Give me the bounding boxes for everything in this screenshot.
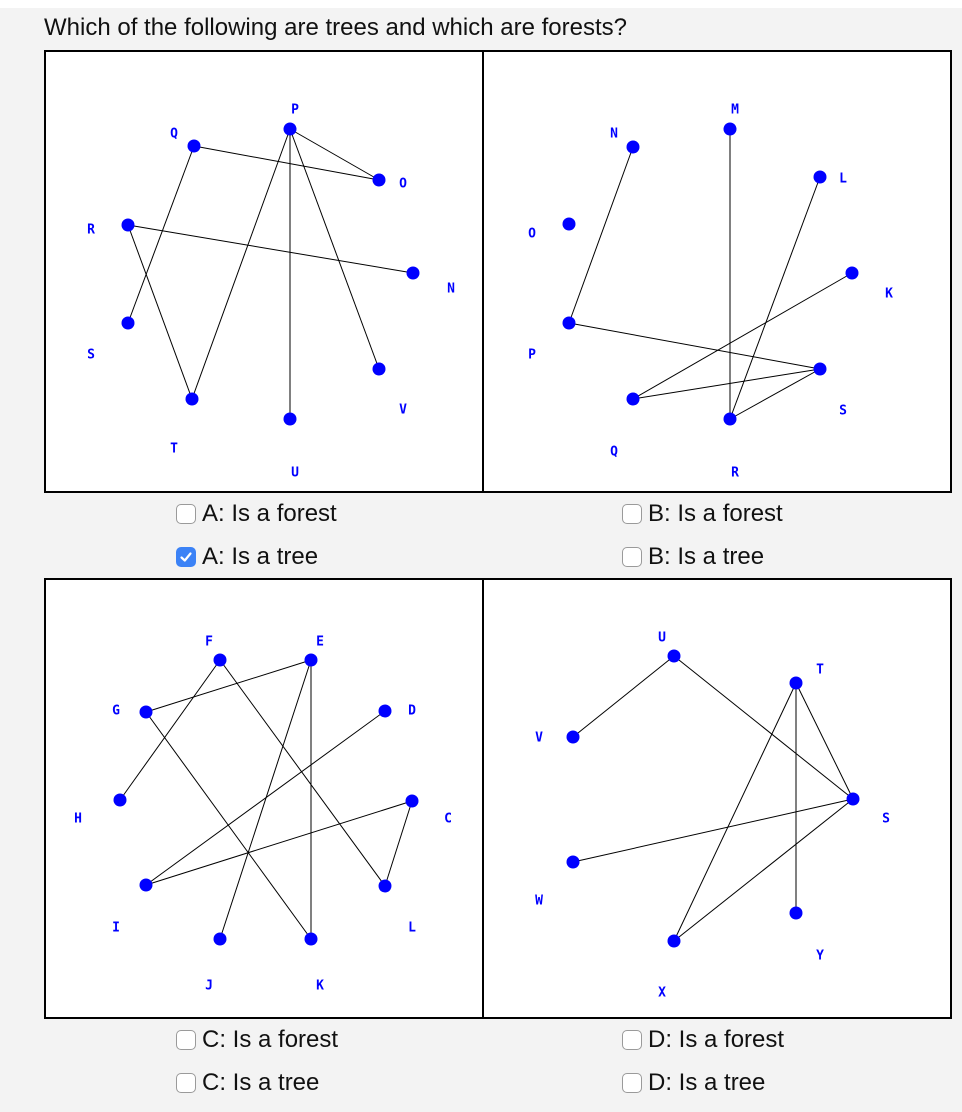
graph-b-node-k (846, 267, 859, 280)
graph-d-node-label-w: W (535, 893, 543, 909)
graph-d-node-label-t: T (816, 662, 824, 678)
graph-b-node-s (814, 363, 827, 376)
graph-b-node-label-r: R (731, 465, 739, 481)
graph-b (482, 50, 952, 493)
graph-d-edge-t-s (796, 683, 853, 799)
graph-b-edge-l-r (730, 177, 820, 419)
graph-b-node-label-q: Q (610, 444, 618, 460)
graph-b-node-r (724, 413, 737, 426)
graph-a-node-p (284, 123, 297, 136)
graph-a-node-label-r: R (87, 222, 95, 238)
graph-c-edge-i-c (146, 801, 412, 885)
option-d-forest-label: D: Is a forest (648, 1026, 785, 1053)
graph-c-node-h (114, 794, 127, 807)
graph-b-edge-k-q (633, 273, 852, 399)
graph-a-node-r (122, 219, 135, 232)
graph-b-edge-n-p (569, 147, 633, 323)
option-b-tree-label: B: Is a tree (648, 543, 765, 570)
graph-b-node-label-s: S (839, 403, 847, 419)
graph-c-edge-f-h (120, 660, 220, 800)
graph-b-node-label-l: L (839, 171, 847, 187)
option-c-forest[interactable] (176, 1026, 338, 1054)
graph-c-node-j (214, 933, 227, 946)
graph-c-node-label-e: E (316, 634, 324, 650)
graph-c-node-label-j: J (205, 978, 213, 994)
graph-c-node-c (406, 795, 419, 808)
graph-d-node-label-y: Y (816, 948, 824, 964)
graph-b-node-m (724, 123, 737, 136)
graph-a-node-label-s: S (87, 347, 95, 363)
graph-c-node-g (140, 706, 153, 719)
graph-a-edge-p-t (192, 129, 290, 399)
graph-c-edge-f-l (220, 660, 385, 886)
checkbox-d-tree[interactable] (622, 1073, 642, 1093)
graph-d-node-label-x: X (658, 985, 666, 1001)
graph-a-node-o (373, 174, 386, 187)
graph-c-node-k (305, 933, 318, 946)
graph-a-node-label-n: N (447, 281, 455, 297)
graph-b-edge-p-s (569, 323, 820, 369)
graph-a-node-label-u: U (291, 465, 299, 481)
graph-d-edge-t-x (674, 683, 796, 941)
graph-a-node-label-o: O (399, 176, 407, 192)
graph-c-edge-g-e (146, 660, 311, 712)
graph-c-node-l (379, 880, 392, 893)
graph-a-node-v (373, 363, 386, 376)
checkbox-a-forest[interactable] (176, 504, 196, 524)
graph-a-node-label-v: V (399, 402, 407, 418)
option-b-forest-label: B: Is a forest (648, 500, 783, 527)
graph-b-node-l (814, 171, 827, 184)
graph-a-edge-p-v (290, 129, 379, 369)
graph-a-node-q (188, 140, 201, 153)
graph-d-node-u (668, 650, 681, 663)
option-b-forest[interactable] (622, 500, 783, 528)
checkmark-icon (179, 550, 193, 564)
checkbox-b-forest[interactable] (622, 504, 642, 524)
graph-a-edge-q-o (194, 146, 379, 180)
checkbox-b-tree[interactable] (622, 547, 642, 567)
graph-d-node-w (567, 856, 580, 869)
graph-c-node-e (305, 654, 318, 667)
graph-c (44, 578, 484, 1019)
graph-d-edge-u-s (674, 656, 853, 799)
option-a-forest[interactable] (176, 500, 337, 528)
graph-d-node-label-u: U (658, 630, 666, 646)
graph-b-edge-q-s (633, 369, 820, 399)
graph-c-edge-e-j (220, 660, 311, 939)
option-a-tree-label: A: Is a tree (202, 543, 319, 570)
graph-a-edge-r-t (128, 225, 192, 399)
graph-c-node-label-k: K (316, 978, 324, 994)
graph-c-canvas (46, 580, 486, 1021)
graph-d-node-label-s: S (882, 811, 890, 827)
graph-a-node-t (186, 393, 199, 406)
graph-b-canvas (484, 52, 954, 495)
graph-b-node-label-m: M (731, 102, 739, 118)
graph-b-node-q (627, 393, 640, 406)
question-text: Which of the following are trees and which are forests? (44, 14, 627, 41)
checkbox-d-forest[interactable] (622, 1030, 642, 1050)
graph-c-node-label-d: D (408, 703, 416, 719)
graph-d-node-x (668, 935, 681, 948)
graph-c-node-label-i: I (112, 920, 120, 936)
graph-d-edge-x-s (674, 799, 853, 941)
graph-a-node-label-p: P (291, 102, 299, 118)
graph-a-node-n (407, 267, 420, 280)
graph-b-node-n (627, 141, 640, 154)
graph-d-node-t (790, 677, 803, 690)
graph-a-node-u (284, 413, 297, 426)
graph-c-node-label-c: C (444, 811, 452, 827)
option-a-forest-label: A: Is a forest (202, 500, 337, 527)
graph-c-edge-d-i (146, 711, 385, 885)
graph-c-node-label-g: G (112, 703, 120, 719)
option-c-tree-label: C: Is a tree (202, 1069, 320, 1096)
graph-c-node-label-l: L (408, 920, 416, 936)
graph-d-node-y (790, 907, 803, 920)
graph-a-node-label-t: T (170, 441, 178, 457)
graph-a-edge-p-o (290, 129, 379, 180)
option-c-forest-label: C: Is a forest (202, 1026, 339, 1053)
option-d-tree-label: D: Is a tree (648, 1069, 766, 1096)
option-d-tree[interactable] (622, 1069, 765, 1097)
graph-c-node-label-f: F (205, 634, 213, 650)
graph-c-node-f (214, 654, 227, 667)
graph-b-node-label-n: N (610, 126, 618, 142)
graph-d-node-label-v: V (535, 730, 543, 746)
graph-c-node-d (379, 705, 392, 718)
graph-b-node-p (563, 317, 576, 330)
graph-b-node-label-p: P (528, 347, 536, 363)
option-a-tree[interactable] (176, 543, 318, 571)
graph-d-canvas (484, 580, 954, 1021)
graph-d-node-s (847, 793, 860, 806)
graph-a-edge-r-n (128, 225, 413, 273)
graph-a-node-s (122, 317, 135, 330)
graph-c-node-i (140, 879, 153, 892)
checkbox-c-tree[interactable] (176, 1073, 196, 1093)
graph-a-canvas (46, 52, 486, 495)
graph-a (44, 50, 484, 493)
graph-b-node-label-k: K (885, 286, 893, 302)
graph-d (482, 578, 952, 1019)
graph-d-edge-u-v (573, 656, 674, 737)
graph-c-node-label-h: H (74, 811, 82, 827)
graph-b-node-label-o: O (528, 226, 536, 242)
graph-a-node-label-q: Q (170, 126, 178, 142)
option-d-forest[interactable] (622, 1026, 784, 1054)
graph-c-edge-c-l (385, 801, 412, 886)
checkbox-a-tree[interactable] (176, 547, 196, 567)
option-b-tree[interactable] (622, 543, 764, 571)
graph-b-node-o (563, 218, 576, 231)
graph-d-node-v (567, 731, 580, 744)
checkbox-c-forest[interactable] (176, 1030, 196, 1050)
option-c-tree[interactable] (176, 1069, 319, 1097)
graph-d-edge-w-s (573, 799, 853, 862)
